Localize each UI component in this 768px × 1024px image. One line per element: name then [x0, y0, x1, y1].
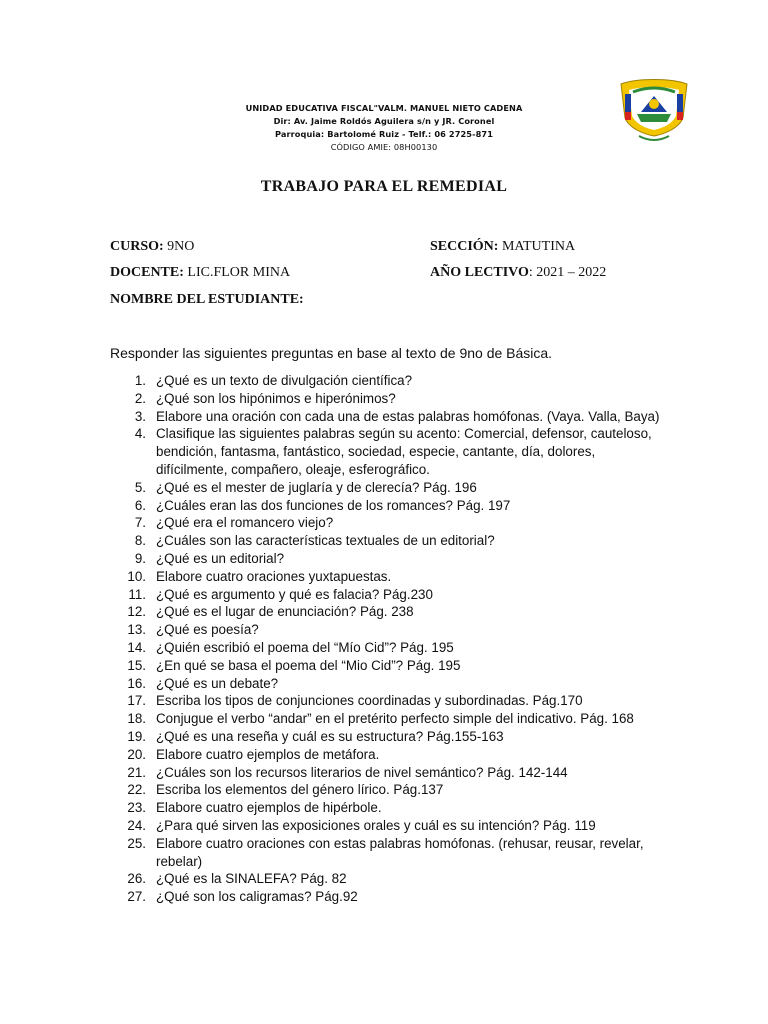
seccion-value: MATUTINA [498, 239, 576, 254]
question-item: 11. ¿Qué es argumento y qué es falacia? Pág.230 [128, 586, 433, 602]
school-amie-code: CÓDIGO AMIE: 08H00130 [330, 142, 438, 152]
question-item: 18. Conjugue el verbo “andar” en el pretérito perfecto simple del indicativo. Pág. 168 [127, 711, 634, 727]
docente-label: DOCENTE: [110, 265, 184, 280]
estudiante-label: NOMBRE DEL ESTUDIANTE: [110, 292, 304, 307]
question-item: 26. ¿Qué es la SINALEFA? Pág. 82 [127, 871, 347, 887]
question-item: 4. Clasifique las siguientes palabras según su acento: Comercial, defensor, cauteloso, bendición, fantasma, fantástico, sociedad, especie, cantante, día, dolores, difícilmente, compañero, oleaje, esferográfico. [134, 426, 652, 477]
school-parish: Parroquia: Bartolomé Ruiz - Telf.: 06 2725-871 [275, 129, 493, 139]
question-item: 1. ¿Qué es un texto de divulgación científica? [134, 373, 413, 388]
instructions-text: Responder las siguientes preguntas en base al texto de 9no de Básica. [110, 345, 553, 361]
question-item: 14. ¿Quién escribió el poema del “Mío Cid”? Pág. 195 [127, 639, 454, 655]
question-item: 6. ¿Cuáles eran las dos funciones de los romances? Pág. 197 [134, 497, 511, 513]
question-item: 7. ¿Qué era el romancero viejo? [134, 515, 334, 531]
school-address: Dir: Av. Jaime Roldós Aguilera s/n y JR. Coronel [273, 116, 495, 126]
docente-value: LIC.FLOR MINA [183, 265, 291, 280]
question-item: 13. ¿Qué es poesía? [127, 622, 259, 638]
question-item: 2. ¿Qué son los hipónimos e hiperónimos? [134, 390, 396, 406]
question-item: 12. ¿Qué es el lugar de enunciación? Pág. 238 [127, 604, 414, 620]
question-item: 17. Escriba los tipos de conjunciones coordinadas y subordinadas. Pág.170 [127, 693, 583, 709]
curso-value: 9NO [163, 239, 195, 254]
seccion-label: SECCIÓN: [430, 239, 499, 254]
question-item: 24. ¿Para qué sirven las exposiciones orales y cuál es su intención? Pág. 119 [127, 817, 596, 833]
question-item: 9. ¿Qué es un editorial? [134, 550, 285, 566]
question-item: 10. Elabore cuatro oraciones yuxtapuestas. [127, 568, 392, 584]
anio-lectivo-value: : 2021 – 2022 [528, 265, 607, 280]
curso-label: CURSO: [110, 239, 164, 254]
question-item: 8. ¿Cuáles son las características textuales de un editorial? [134, 533, 495, 549]
question-item: 27. ¿Qué son los caligramas? Pág.92 [127, 889, 358, 905]
school-name: UNIDAD EDUCATIVA FISCAL"VALM. MANUEL NIETO CADENA [245, 103, 523, 113]
docente-field [110, 265, 290, 281]
question-list [110, 372, 670, 906]
question-item: 19. ¿Qué es una reseña y cuál es su estructura? Pág.155-163 [127, 728, 504, 744]
document-title: TRABAJO PARA EL REMEDIAL [260, 178, 508, 195]
question-item: 3. Elabore una oración con cada una de estas palabras homófonas. (Vaya. Valla, Baya) [134, 408, 660, 424]
question-item: 22. Escriba los elementos del género lírico. Pág.137 [127, 782, 444, 798]
estudiante-field [110, 292, 304, 308]
curso-field [110, 239, 194, 255]
question-item: 25. Elabore cuatro oraciones con estas palabras homófonas. (rehusar, reusar, revelar, rebelar) [127, 835, 644, 869]
anio-lectivo-field [430, 265, 606, 281]
question-item: 5. ¿Qué es el mester de juglaría y de clerecía? Pág. 196 [134, 479, 477, 495]
question-item: 16. ¿Qué es un debate? [127, 675, 279, 691]
question-item: 21. ¿Cuáles son los recursos literarios de nivel semántico? Pág. 142-144 [127, 764, 568, 780]
question-item: 15. ¿En qué se basa el poema del “Mio Cid”? Pág. 195 [127, 657, 461, 673]
anio-lectivo-label: AÑO LECTIVO [430, 265, 529, 280]
question-item: 23. Elabore cuatro ejemplos de hipérbole. [127, 800, 382, 816]
school-crest-icon [617, 78, 691, 144]
seccion-field [430, 239, 575, 255]
question-item: 20. Elabore cuatro ejemplos de metáfora. [127, 746, 380, 762]
